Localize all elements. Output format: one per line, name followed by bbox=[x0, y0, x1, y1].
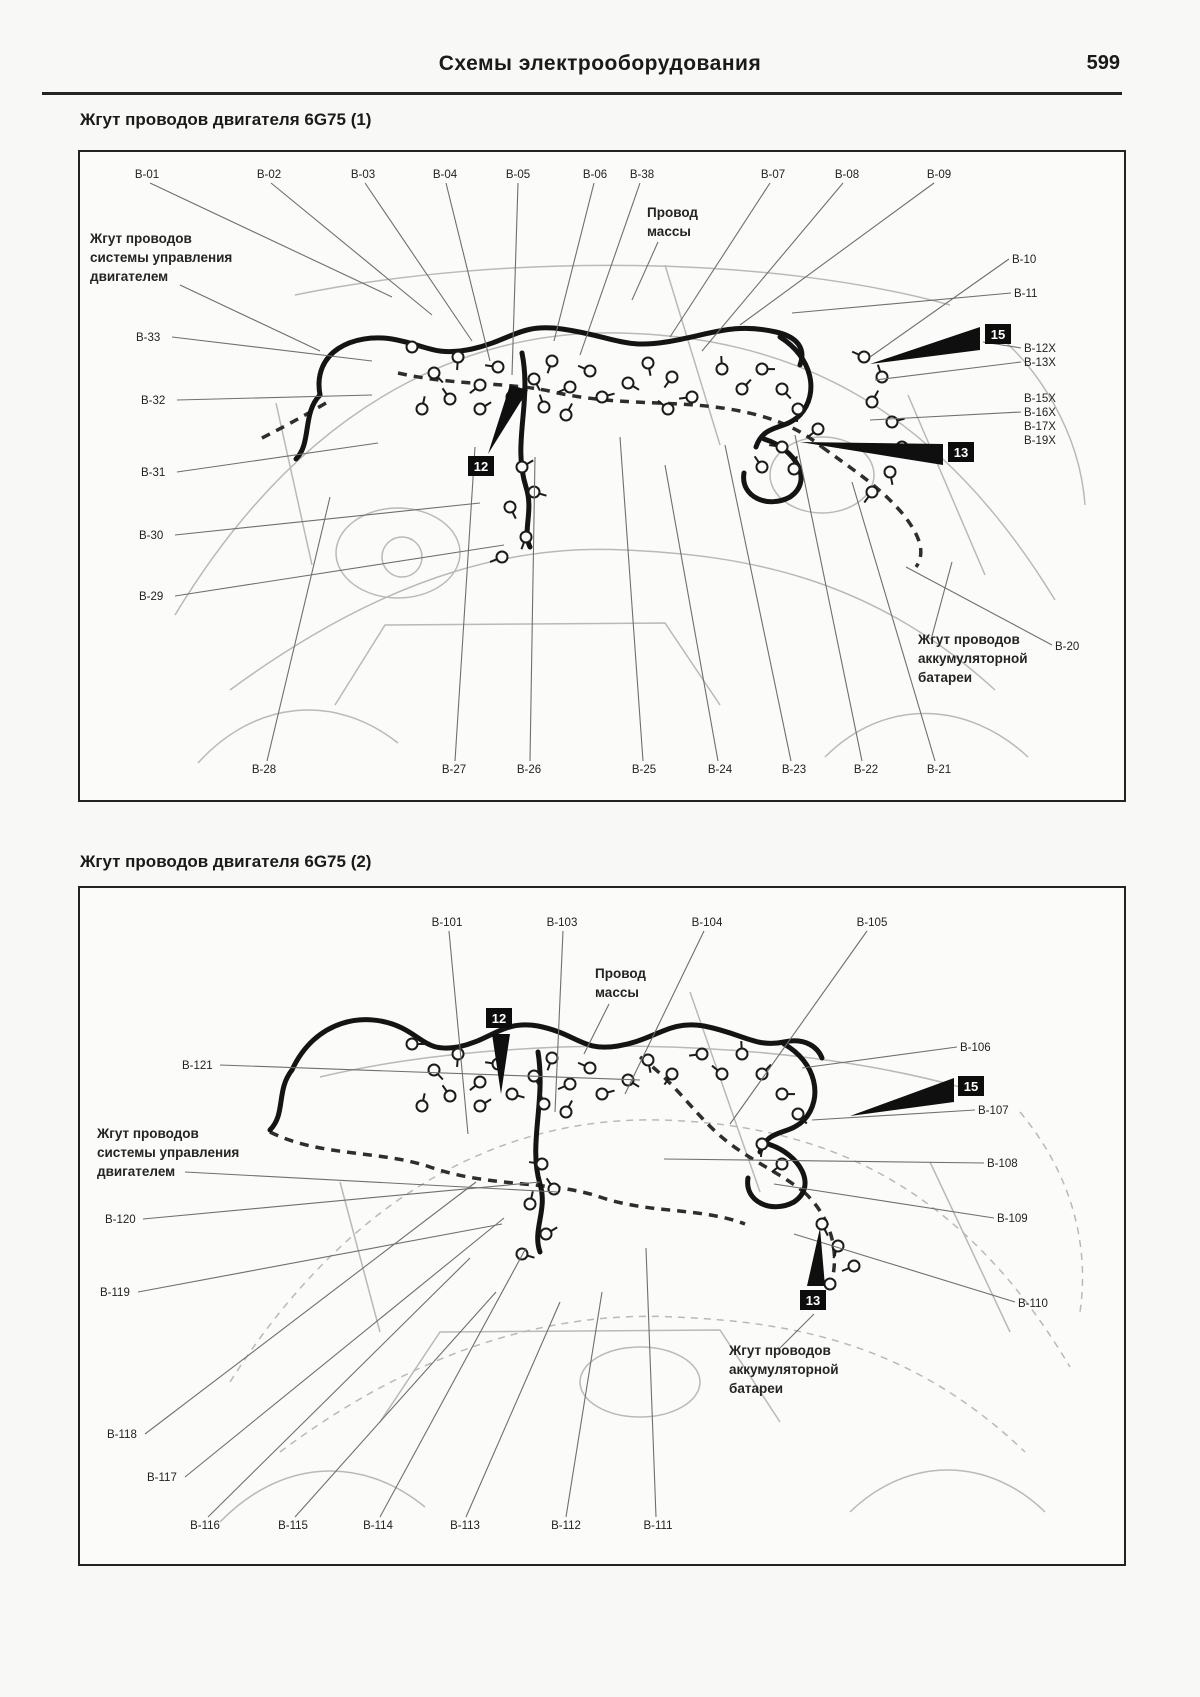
connector-symbol bbox=[453, 1049, 464, 1060]
connector-symbol bbox=[813, 424, 824, 435]
leader-line bbox=[852, 482, 935, 761]
connector-label: B-33 bbox=[136, 332, 161, 344]
connector-symbol bbox=[541, 1229, 552, 1240]
connector-symbol bbox=[793, 404, 804, 415]
wedge-number: 12 bbox=[473, 459, 489, 474]
connector-symbol bbox=[407, 342, 418, 353]
connector-symbol bbox=[521, 532, 532, 543]
connector-symbol bbox=[817, 1219, 828, 1230]
connector-symbol bbox=[859, 352, 870, 363]
leader-line bbox=[208, 1258, 470, 1517]
connector-symbol bbox=[445, 1091, 456, 1102]
connector-symbol bbox=[475, 380, 486, 391]
wiring-diagram-2-canvas bbox=[80, 888, 1124, 1564]
connector-label: B-104 bbox=[691, 917, 723, 929]
connector-label: B-09 bbox=[926, 169, 952, 181]
pointer-wedge bbox=[850, 1078, 954, 1116]
connector-label: B-28 bbox=[251, 764, 277, 776]
leader-line bbox=[295, 1292, 496, 1517]
connector-cluster bbox=[407, 1039, 860, 1290]
connector-label: B-29 bbox=[139, 591, 164, 603]
connector-symbol bbox=[537, 1159, 548, 1170]
connector-label: B-118 bbox=[107, 1429, 137, 1441]
connector-symbol bbox=[445, 394, 456, 405]
leader-line bbox=[625, 931, 704, 1094]
connector-symbol bbox=[643, 1055, 654, 1066]
connector-symbol bbox=[497, 552, 508, 563]
leader-line bbox=[632, 242, 658, 300]
connector-label: B-30 bbox=[139, 530, 164, 542]
diagram-frame-1 bbox=[78, 150, 1126, 802]
connector-label: B-05 bbox=[505, 169, 531, 181]
connector-symbol bbox=[777, 1089, 788, 1100]
connector-label: B-109 bbox=[997, 1213, 1028, 1225]
connector-label: B-03 bbox=[350, 169, 376, 181]
connector-symbol bbox=[429, 1065, 440, 1076]
connector-symbol bbox=[475, 1101, 486, 1112]
connector-label: B-13X bbox=[1024, 357, 1056, 369]
ecm-harness-note: двигателем bbox=[97, 1164, 176, 1179]
ground-wire-note: массы bbox=[647, 224, 691, 239]
connector-symbol bbox=[565, 1079, 576, 1090]
connector-symbol bbox=[757, 1139, 768, 1150]
connector-symbol bbox=[517, 1249, 528, 1260]
connector-label: B-12X bbox=[1024, 343, 1056, 355]
leader-line bbox=[792, 293, 1011, 313]
connector-label: B-111 bbox=[643, 1520, 673, 1532]
leader-line bbox=[794, 1234, 1015, 1302]
connector-label: B-103 bbox=[546, 917, 578, 929]
connector-label: B-19X bbox=[1024, 435, 1056, 447]
battery-harness-note: аккумуляторной bbox=[729, 1362, 839, 1377]
connector-symbol bbox=[789, 464, 800, 475]
connector-symbol bbox=[643, 358, 654, 369]
leader-line bbox=[725, 445, 791, 761]
leader-line bbox=[177, 395, 372, 400]
connector-symbol bbox=[585, 366, 596, 377]
connector-label: B-105 bbox=[856, 917, 888, 929]
connector-label: B-17X bbox=[1024, 421, 1056, 433]
connector-symbol bbox=[539, 1099, 550, 1110]
connector-symbol bbox=[717, 364, 728, 375]
ecm-harness-note: системы управления bbox=[97, 1145, 240, 1160]
connector-symbol bbox=[417, 1101, 428, 1112]
connector-label: B-16X bbox=[1024, 407, 1056, 419]
connector-label: B-04 bbox=[432, 169, 458, 181]
connector-label: B-20 bbox=[1055, 641, 1080, 653]
battery-harness-note: Жгут проводов bbox=[918, 632, 1020, 647]
connector-label: B-07 bbox=[760, 169, 786, 181]
connector-symbol bbox=[585, 1063, 596, 1074]
connector-symbol bbox=[663, 404, 674, 415]
connector-symbol bbox=[757, 462, 768, 473]
connector-symbol bbox=[877, 372, 888, 383]
leader-line bbox=[774, 1184, 994, 1218]
connector-symbol bbox=[849, 1261, 860, 1272]
leader-line bbox=[620, 437, 643, 761]
leader-line bbox=[665, 465, 718, 761]
diagram-frame-2 bbox=[78, 886, 1126, 1566]
connector-symbol bbox=[529, 374, 540, 385]
leader-line bbox=[512, 183, 518, 375]
leader-line bbox=[875, 362, 1021, 380]
connector-label: B-11 bbox=[1014, 288, 1038, 300]
leader-line bbox=[812, 1110, 975, 1120]
leader-line bbox=[730, 931, 867, 1124]
ground-wire-note: Провод bbox=[595, 966, 646, 981]
connector-symbol bbox=[597, 392, 608, 403]
connector-symbol bbox=[737, 1049, 748, 1060]
connector-symbol bbox=[867, 487, 878, 498]
leader-line bbox=[566, 1292, 602, 1517]
leader-line bbox=[554, 183, 594, 341]
leader-line bbox=[449, 931, 468, 1134]
connector-symbol bbox=[757, 364, 768, 375]
connector-symbol bbox=[885, 467, 896, 478]
connector-symbol bbox=[539, 402, 550, 413]
connector-label: B-115 bbox=[278, 1520, 308, 1532]
connector-label: B-112 bbox=[551, 1520, 581, 1532]
leader-line bbox=[185, 1172, 558, 1192]
pointer-wedge bbox=[807, 1228, 825, 1286]
connector-symbol bbox=[793, 1109, 804, 1120]
leader-line bbox=[267, 497, 330, 761]
connector-label: B-23 bbox=[781, 764, 807, 776]
leader-line bbox=[664, 1159, 984, 1163]
ecm-harness-note: Жгут проводов bbox=[90, 231, 192, 246]
connector-label: B-119 bbox=[100, 1287, 130, 1299]
ground-wire-note: Провод bbox=[647, 205, 698, 220]
ecm-harness-note: системы управления bbox=[90, 250, 233, 265]
connector-label: B-106 bbox=[960, 1042, 991, 1054]
leader-line bbox=[580, 183, 640, 355]
connector-label: B-02 bbox=[256, 169, 282, 181]
connector-symbol bbox=[697, 1049, 708, 1060]
connector-symbol bbox=[717, 1069, 728, 1080]
connector-label: B-01 bbox=[134, 169, 160, 181]
section-title-1: Жгут проводов двигателя 6G75 (1) bbox=[80, 110, 372, 129]
wedge-number: 12 bbox=[491, 1011, 507, 1026]
connector-symbol bbox=[777, 442, 788, 453]
page-title: Схемы электрооборудования bbox=[438, 52, 762, 75]
wiring-diagram-1-canvas bbox=[80, 152, 1124, 800]
connector-symbol bbox=[493, 362, 504, 373]
leader-line bbox=[555, 931, 563, 1112]
connector-label: B-10 bbox=[1012, 254, 1037, 266]
leader-line bbox=[138, 1224, 502, 1292]
leader-line bbox=[365, 183, 472, 341]
connector-label: B-22 bbox=[853, 764, 879, 776]
connector-symbol bbox=[505, 502, 516, 513]
connector-symbol bbox=[547, 356, 558, 367]
connector-symbol bbox=[475, 1077, 486, 1088]
connector-label: B-107 bbox=[978, 1105, 1009, 1117]
connector-label: B-120 bbox=[105, 1214, 136, 1226]
connector-label: B-116 bbox=[190, 1520, 220, 1532]
connector-symbol bbox=[687, 392, 698, 403]
leader-line bbox=[380, 1248, 526, 1517]
connector-symbol bbox=[417, 404, 428, 415]
connector-symbol bbox=[507, 1089, 518, 1100]
connector-label: B-114 bbox=[363, 1520, 393, 1532]
leader-line bbox=[932, 562, 952, 636]
battery-harness-drawing bbox=[270, 1057, 834, 1280]
connector-symbol bbox=[667, 372, 678, 383]
ecm-harness-note: двигателем bbox=[90, 269, 169, 284]
connector-symbol bbox=[429, 368, 440, 379]
leader-line bbox=[455, 447, 475, 761]
connector-label: B-06 bbox=[582, 169, 608, 181]
leader-line bbox=[646, 1248, 656, 1517]
connector-symbol bbox=[525, 1199, 536, 1210]
ground-wire-note: массы bbox=[595, 985, 639, 1000]
connector-symbol bbox=[565, 382, 576, 393]
connector-label: B-108 bbox=[987, 1158, 1018, 1170]
wedge-number: 13 bbox=[805, 1293, 821, 1308]
wedge-number: 15 bbox=[990, 327, 1006, 342]
leader-line bbox=[802, 1047, 957, 1068]
connector-symbol bbox=[475, 404, 486, 415]
leader-line bbox=[185, 1218, 504, 1477]
leader-line bbox=[145, 1182, 476, 1434]
connector-label: B-25 bbox=[631, 764, 657, 776]
connector-label: B-32 bbox=[141, 395, 166, 407]
connector-symbol bbox=[561, 1107, 572, 1118]
connector-symbol bbox=[547, 1053, 558, 1064]
connector-symbol bbox=[667, 1069, 678, 1080]
connector-label: B-24 bbox=[707, 764, 733, 776]
connector-symbol bbox=[453, 352, 464, 363]
callout-layer bbox=[96, 917, 1048, 1532]
connector-label: B-21 bbox=[926, 764, 952, 776]
battery-harness-note: аккумуляторной bbox=[918, 651, 1028, 666]
header-rule bbox=[42, 92, 1122, 95]
connector-label: B-26 bbox=[516, 764, 542, 776]
wedge-number: 15 bbox=[963, 1079, 979, 1094]
leader-line bbox=[740, 183, 934, 325]
leader-line bbox=[702, 183, 843, 351]
leader-line bbox=[177, 443, 378, 472]
leader-line bbox=[795, 435, 862, 761]
page-header bbox=[78, 52, 1122, 82]
connector-cluster bbox=[407, 342, 913, 563]
section-title-2: Жгут проводов двигателя 6G75 (2) bbox=[80, 852, 372, 871]
connector-label: B-27 bbox=[441, 764, 467, 776]
connector-symbol bbox=[825, 1279, 836, 1290]
connector-label: B-31 bbox=[141, 467, 166, 479]
connector-symbol bbox=[549, 1184, 560, 1195]
connector-label: B-08 bbox=[834, 169, 860, 181]
battery-harness-drawing bbox=[260, 373, 921, 567]
page-number: 599 bbox=[1086, 52, 1120, 74]
connector-symbol bbox=[597, 1089, 608, 1100]
ecm-harness-note: Жгут проводов bbox=[97, 1126, 199, 1141]
connector-label: B-15X bbox=[1024, 393, 1056, 405]
connector-symbol bbox=[623, 378, 634, 389]
connector-symbol bbox=[737, 384, 748, 395]
connector-symbol bbox=[867, 397, 878, 408]
connector-symbol bbox=[777, 384, 788, 395]
connector-label: B-101 bbox=[431, 917, 463, 929]
connector-label: B-113 bbox=[450, 1520, 480, 1532]
connector-symbol bbox=[407, 1039, 418, 1050]
connector-label: B-110 bbox=[1018, 1298, 1048, 1310]
battery-harness-note: батареи bbox=[729, 1381, 784, 1396]
battery-harness-note: батареи bbox=[918, 670, 973, 685]
connector-symbol bbox=[561, 410, 572, 421]
connector-label: B-117 bbox=[147, 1472, 177, 1484]
wedge-number: 13 bbox=[953, 445, 969, 460]
battery-harness-note: Жгут проводов bbox=[729, 1343, 831, 1358]
connector-symbol bbox=[517, 462, 528, 473]
connector-label: B-121 bbox=[182, 1060, 213, 1072]
connector-label: B-38 bbox=[629, 169, 655, 181]
